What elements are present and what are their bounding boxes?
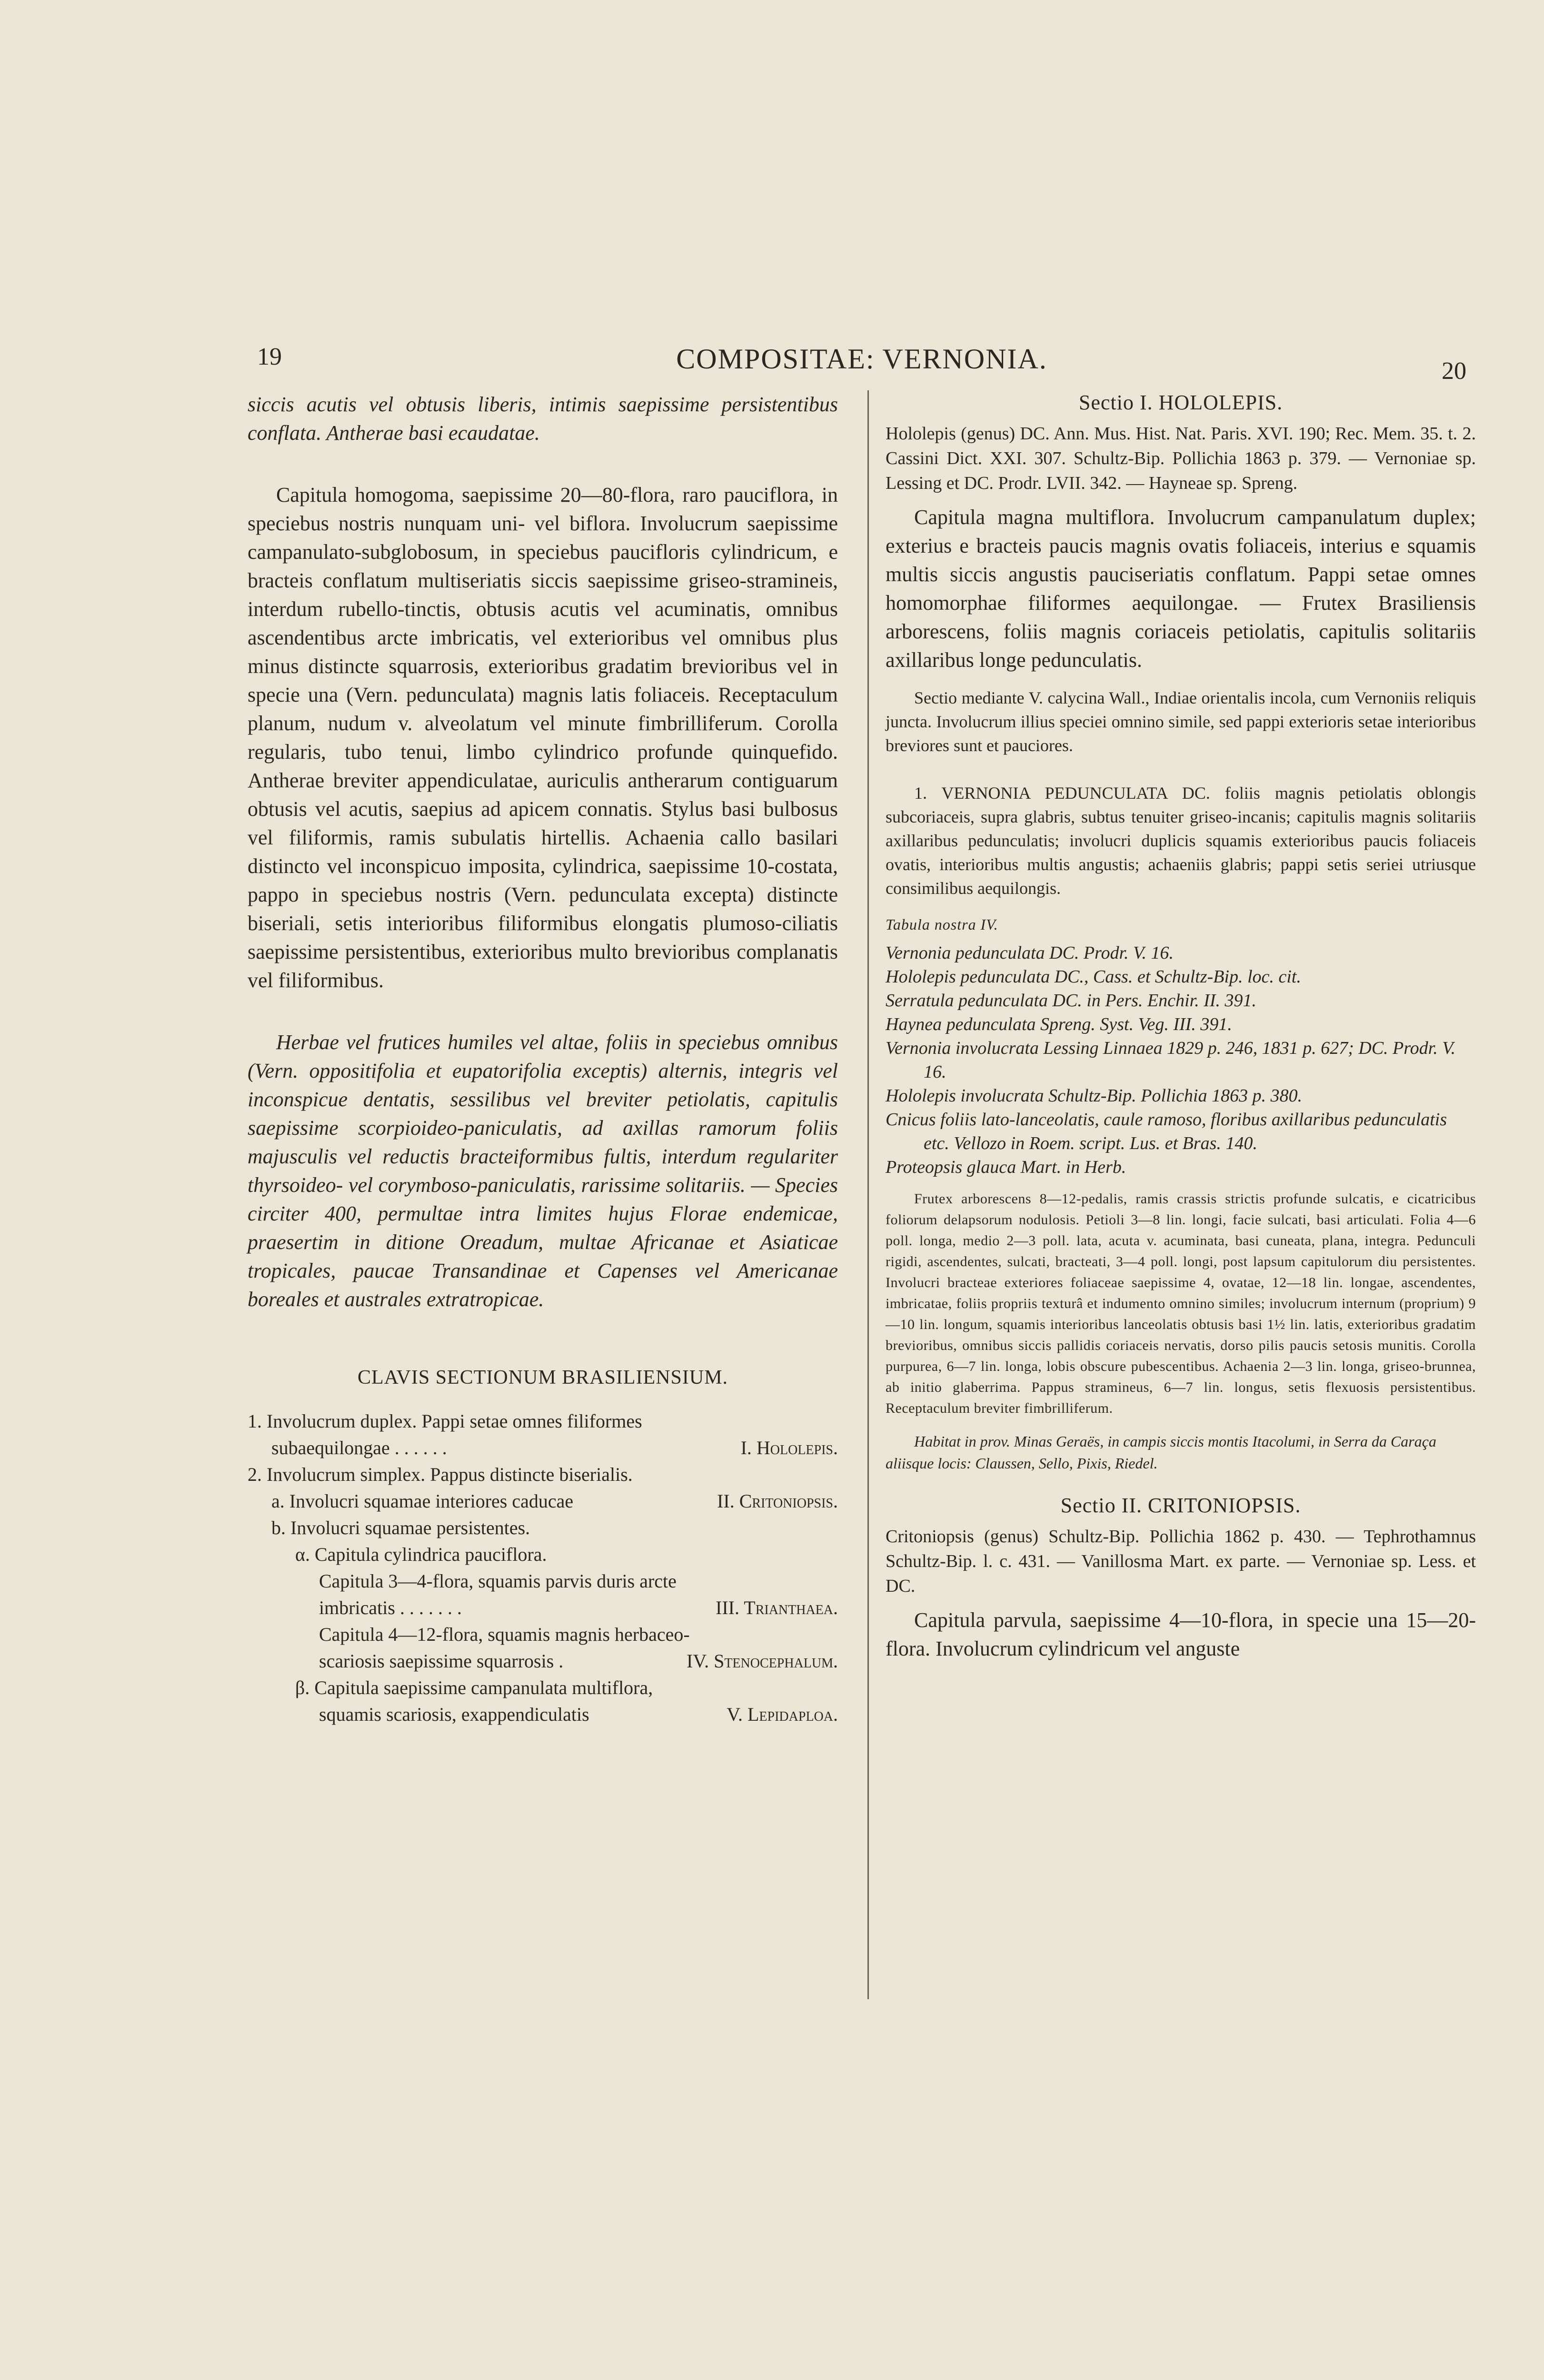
section-2-synonymy: Critoniopsis (genus) Schultz-Bip. Pollichia 1862 p. 430. — Tephrothamnus Schultz-Bip. l. c. 431. — Vanillosma Mart. ex parte. — Vernoniae sp. Less. et DC. <box>886 1527 1476 1596</box>
reference-line: Haynea pedunculata Spreng. Syst. Veg. III. 391. <box>886 1014 1232 1034</box>
clavis-title: CLAVIS SECTIONUM BRASILIENSIUM. <box>357 1367 728 1388</box>
page-number-right: 20 <box>1442 357 1466 385</box>
key-line: a. Involucri squamae interiores caducae II. Critoniopsis. <box>271 1490 838 1512</box>
page-number-left: 19 <box>257 343 282 370</box>
reference-line: Hololepis pedunculata DC., Cass. et Schultz-Bip. loc. cit. <box>886 967 1301 987</box>
key-line: squamis scariosis, exappendiculatis V. Lepidaploa. <box>319 1704 838 1725</box>
reference-line: Serratula pedunculata DC. in Pers. Enchir. II. 391. <box>886 991 1256 1011</box>
species-1-description: Frutex arborescens 8—12-pedalis, ramis crassis strictis profunde sulcatis, e cicatricibus foliorum delapsorum nodulosis. Petioli 3—8 lin. longi, facie sulcati, basi articulati. Folia 4—6 poll. longa, medio 2—3 poll. lata, acuta v. acuminata, basi cuneata, plana, integra. Pedunculi rigidi, ascendentes, sulcati, bracteati, 3—4 poll. longi, post lapsum capitulorum diu persistentes. Involucri bracteae exteriores foliaceae saepissime 4, ovatae, 12—18 lin. longae, ascendentes, imbricatae, foliis propriis texturâ et indumento omnino similes; involucrum internum (proprium) 9—10 lin. longum, squamis interioribus lanceolatis obtusis basi 1½ lin. latis, exterioribus gradatim brevioribus, omnibus siccis pallidis coriaceis nervatis, dorso pilis paucis setosis munitis. Corolla purpurea, 6—7 lin. longa, lobis obscure pubescentibus. Achaenia 2—3 lin. longa, griseo-brunnea, ab initio glaberrima. Pappus stramineus, 6—7 lin. longus, setis flexuosis persistentibus. Receptaculum breviter fimbrilliferum. <box>886 1191 1476 1416</box>
key-line: scariosis saepissime squarrosis . IV. Stenocephalum. <box>319 1650 838 1672</box>
right-column <box>886 390 1476 1663</box>
section-key <box>248 1408 838 1728</box>
reference-line: Cnicus foliis lato-lanceolatis, caule ramoso, floribus axillaribus pedunculatis etc. Vellozo in Roem. script. Lus. et Bras. 140. <box>886 1110 1447 1153</box>
capitula-description: Capitula homogoma, saepissime 20—80-flora, raro pauciflora, in speciebus nostris nunquam uni- vel biflora. Involucrum saepissime campanulato-subglobosum, in speciebus paucifloris cylindricum, e bracteis conflatum multiseriatis siccis saepissime griseo-stramineis, interdum rubello-tinctis, obtusis acutis vel acuminatis, omnibus ascendentibus arcte imbricatis, vel exterioribus vel omnibus plus minus distincte squarrosis, exterioribus gradatim brevioribus vel in specie una (Vern. pedunculata) magnis latis foliaceis. Receptaculum planum, nudum v. alveolatum vel minute fimbrilliferum. Corolla regularis, tubo tenui, limbo cylindrico profunde quinquefido. Antherae breviter appendiculatae, auriculis antherarum contiguarum obtusis vel acutis, saepius ad apicem connatis. Stylus basi bulbosus vel filiformis, ramis subulatis hirtellis. Achaenia callo basilari distincto vel inconspicuo imposita, cylindrica, saepissime 10-costata, pappo in speciebus nostris (Vern. pedunculata excepta) distincte biseriali, setis interioribus filiformibus elongatis plumoso-ciliatis saepissime persistentibus, exterioribus multo brevioribus complanatis vel filiformibus. <box>248 483 838 992</box>
genus-description-end: siccis acutis vel obtusis liberis, intimis saepissime persistentibus conflata. Antherae basi ecaudatae. <box>248 393 838 445</box>
left-column <box>248 390 838 1728</box>
key-line: subaequilongae . . . . . . I. Hololepis. <box>271 1437 838 1458</box>
section-2-description: Capitula parvula, saepissime 4—10-flora, in specie una 15—20-flora. Involucrum cylindricum vel anguste <box>886 1608 1476 1660</box>
reference-line: Vernonia involucrata Lessing Linnaea 1829 p. 246, 1831 p. 627; DC. Prodr. V. 16. <box>886 1038 1456 1082</box>
running-title: COMPOSITAE: VERNONIA. <box>676 343 1047 375</box>
column-divider <box>867 390 869 1999</box>
key-line: b. Involucri squamae persistentes. <box>271 1517 530 1538</box>
section-2-title: Sectio II. CRITONIOPSIS. <box>1060 1494 1301 1517</box>
section-1-note: Sectio mediante V. calycina Wall., Indiae orientalis incola, cum Vernoniis reliquis juncta. Involucrum illius speciei omnino simile, sed pappi exterioris setae interioribus breviores sunt et pauciores. <box>886 688 1476 755</box>
key-line: 2. Involucrum simplex. Pappus distincte biserialis. <box>248 1464 633 1485</box>
key-line: Capitula 3—4-flora, squamis parvis duris arcte <box>319 1570 677 1592</box>
reference-line: Vernonia pedunculata DC. Prodr. V. 16. <box>886 943 1174 963</box>
species-1-habitat: Habitat in prov. Minas Geraës, in campis siccis montis Itacolumi, in Serra da Caraça aliisque locis: Claussen, Sello, Pixis, Riedel. <box>886 1433 1436 1472</box>
section-1-title: Sectio I. HOLOLEPIS. <box>1078 391 1283 414</box>
page-header <box>248 343 1476 385</box>
key-line: imbricatis . . . . . . . III. Trianthaea. <box>319 1597 838 1618</box>
section-1-description: Capitula magna multiflora. Involucrum campanulatum duplex; exterius e bracteis paucis magnis ovatis foliaceis, interius e squamis multis siccis angustis pauciseriatis conflatum. Pappi setae omnes homomorphae filiformes aequilongae. — Frutex Brasiliensis arborescens, foliis magnis coriaceis petiolatis, capitulis solitariis axillaribus longe pedunculatis. <box>886 506 1476 672</box>
reference-line: Proteopsis glauca Mart. in Herb. <box>886 1157 1126 1177</box>
key-line: 1. Involucrum duplex. Pappi setae omnes filiformes <box>248 1410 642 1432</box>
plate-reference: Tabula nostra IV. <box>886 916 998 933</box>
reference-line: Hololepis involucrata Schultz-Bip. Pollichia 1863 p. 380. <box>886 1086 1302 1106</box>
key-line: α. Capitula cylindrica pauciflora. <box>295 1544 547 1565</box>
species-1-diagnosis: 1. VERNONIA PEDUNCULATA DC. foliis magnis petiolatis oblongis subcoriaceis, supra glabris, subtus tenuiter griseo-incanis; capitulis magnis solitariis axillaribus pedunculatis; involucri duplicis squamis exterioribus paucis foliaceis ovatis, interioribus multis angustis; achaeniis glabris; pappi setis seriei utriusque consimilibus aequilongis. <box>886 783 1476 898</box>
key-line: Capitula 4—12-flora, squamis magnis herbaceo- <box>319 1624 690 1645</box>
habit-description: Herbae vel frutices humiles vel altae, foliis in speciebus omnibus (Vern. oppositifolia et eupatorifolia exceptis) alternis, integris vel inconspicue dentatis, sessilibus vel breviter petiolatis, capitulis saepissime scorpioideo-paniculatis, ad axillas ramorum foliis majusculis vel reductis bracteiformibus fultis, interdum regulariter thyrsoideo- vel corymboso-paniculatis, rarissime solitariis. — Species circiter 400, permultae intra limites hujus Florae endemicae, praesertim in ditione Oreadum, multae Africanae et Asiaticae tropicales, paucae Transandinae et Capenses vel Americanae boreales et australes extratropicae. <box>248 1031 838 1311</box>
species-1-references <box>886 941 1476 1179</box>
section-1-synonymy: Hololepis (genus) DC. Ann. Mus. Hist. Nat. Paris. XVI. 190; Rec. Mem. 35. t. 2. Cassini Dict. XXI. 307. Schultz-Bip. Pollichia 1863 p. 379. — Vernoniae sp. Lessing et DC. Prodr. LVII. 342. — Hayneae sp. Spreng. <box>886 424 1476 493</box>
key-line: β. Capitula saepissime campanulata multiflora, <box>295 1677 653 1698</box>
